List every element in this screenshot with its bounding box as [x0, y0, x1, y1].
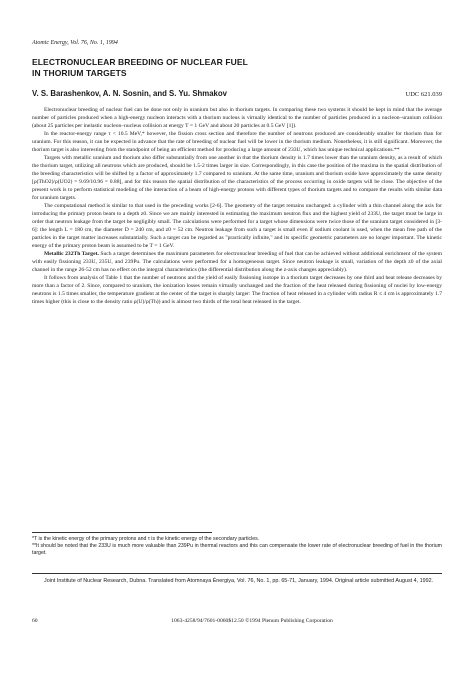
title-line-1: ELECTRONUCLEAR BREEDING OF NUCLEAR FUEL: [32, 57, 248, 67]
paragraph: Targets with metallic uranium and thorium also differ substantially from one another in that the thorium density is 1.7 times lower than the uranium density, as a result of which the thorium target, utilizing all neutrons which are produced, should be 1.5-2 times larger in size. Correspondingly, in this case the position of the maxima in the spatial distribution of the breeding characteristics will be shifted by a factor of approximately 1.7 compared to uranium. At the same time, uranium and thorium oxide have approximately the same density [ρ(ThO2)/ρ(UO2) = 9.69/10.96 = 0.88], and for this reason the spatial distribution of the characteristics of the process occurring in oxide targets will be close. The objective of the present work is to perform statistical modeling of the interaction of a beam of high-energy protons with different types of thorium targets and to compare the results with similar data for uranium targets.: [32, 155, 442, 201]
title-line-2: IN THORIUM TARGETS: [32, 68, 127, 78]
page-footer: [32, 618, 442, 624]
footnotes: [32, 532, 442, 557]
affiliation-divider: [32, 573, 442, 574]
udc-code: UDC 621.039: [405, 91, 442, 98]
paragraph: The computational method is similar to that used in the preceding works [2-6]. The geometry of the target remains unchanged: a cylinder with a thin channel along the axis for introducing the primary proton beam to a depth z0. Since we are mainly interested in estimating the maximum neutron flux and the highest yield of 233U, the target must be large in order that neutron leakage from the target be negligibly small. The calculations were performed for a target whose dimensions were twice those of the uranium target considered in [3-6]: the length L = 180 cm, the diameter D = 240 cm, and z0 = 52 cm. Neutron leakage from such a target is small even if sodium coolant is used, when the mean free path of the particles in the target matter increases substantially. Such a target can be regarded as "practically infinite," and its specific geometric parameters are no longer important. The kinetic energy of the primary proton beam is assumed to be T = 1 GeV.: [32, 203, 442, 249]
affiliation-block: [32, 573, 442, 585]
footnote-divider: [32, 532, 212, 533]
section-heading-metallic-target: Metallic 232Th Target.: [44, 251, 99, 257]
journal-citation: Atomic Energy, Vol. 76, No. 1, 1994: [32, 40, 118, 46]
paragraph: It follows from analysis of Table 1 that the number of neutrons and the yield of easily fissioning isotope in a thorium target decreases by one third and heat release decreases by more than a factor of 2. Since, compared to uranium, the ionization losses remain virtually unchanged and the fraction of the heat released during fissioning of nuclei by low-energy neutrons is 1.5 times smaller, the temperature gradient at the center of the target is sharply larger: The fraction of heat released in a cylinder with radius R ≤ 4 cm is approximately 1.7 times higher (this is close to the density ratio ρ(U)/ρ(Th)) and is almost two thirds of the total heat released in the target.: [32, 275, 442, 305]
paragraph-metallic-target: [32, 250, 442, 274]
footnote-2: **It should be noted that the 233U is much more valuable than 239Pu in thermal reactors and this can compensate the lower rate of electronuclear breeding of fuel in the thorium target.: [32, 543, 442, 556]
paragraph: Electronuclear breeding of nuclear fuel can be done not only in uranium but also in thorium targets. In comparing these two systems it should be kept in mind that the average number of particles produced when a high-energy nucleon interacts with a thorium nucleus is virtually identical to the number of particles produced in a nucleon–uranium collision (about 25 particles per inelastic nucleon–nucleus collision at energy T = 1 GeV and about 20 particles at 0.5 GeV [1]).: [32, 107, 442, 129]
article-body: [32, 106, 442, 306]
paragraph: In the reactor-energy range τ < 10.5 MeV,* however, the fission cross section and therefore the number of neutrons produced are considerably smaller for thorium than for uranium. For this reason, it can be expected in advance that the rate of breeding of nuclear fuel will be lower in the thorium medium. Nonetheless, it is still significant. Moreover, the thorium target is also interesting from the standpoint of being an efficient method for producing a large amount of 233U, which has unique technical applications.**: [32, 131, 442, 153]
authors-row: [32, 89, 442, 98]
copyright-line: 1063-4258/94/7601-0060$12.50 ©1994 Plenum Publishing Corporation: [171, 618, 333, 624]
footnote-1: *T is the kinetic energy of the primary protons and τ is the kinetic energy of the secondary particles.: [32, 536, 260, 542]
affiliation: Joint Institute of Nuclear Research, Dubna. Translated from Atomnaya Énergiya, Vol. 76, No. 1, pp. 65-71, January, 1994. Original article submitted August 4, 1992.: [44, 578, 434, 584]
page-number: 60: [32, 618, 38, 624]
metallic-target-text: Such a target determines the maximum parameters for electronuclear breeding of fuel that can be achieved without additional enrichment of the system with easily fissioning 233U, 235U, and 239Pu. The calculations were performed for a homogeneous target. Since neutron leakage is small, variation of the depth z0 of the axial channel in the range 26-52 cm has no effect on the integral characteristics (the differential distribution along the z-axis changes appreciably).: [32, 251, 442, 273]
authors: V. S. Barashenkov, A. N. Sosnin, and S. Yu. Shmakov: [32, 89, 227, 98]
article-title: [32, 57, 442, 79]
